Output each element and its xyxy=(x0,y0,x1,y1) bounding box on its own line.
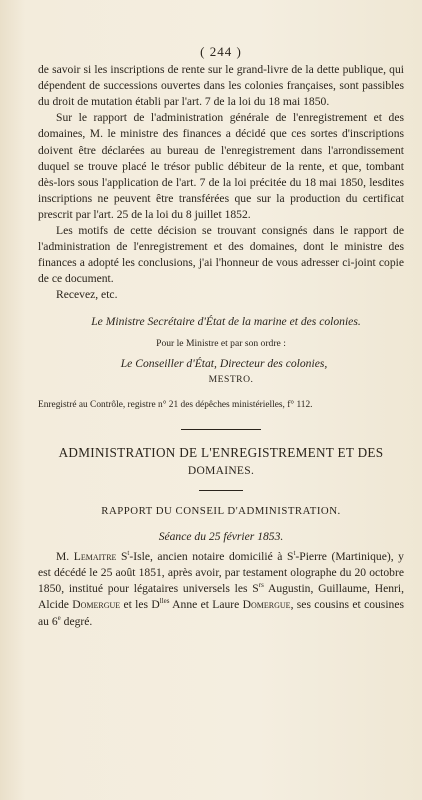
page-number: ( 244 ) xyxy=(200,44,242,59)
paragraph-1: de savoir si les inscriptions de rente sur le grand-livre de la dette publique, qui dépendent de successions ouvertes dans les colonies françaises, sont passibles du droit de mutation établi par l'art. 7 de la loi du 18 mai 1850. xyxy=(38,63,404,109)
paragraph-3: Les motifs de cette décision se trouvant consignés dans le rapport de l'administration de l'enregistrement et des domaines, dont le ministre des finances a adopté les conclusions, j'ai l'honneur de vous adresser ci-joint copie de ce document. xyxy=(38,224,404,286)
section-heading-line-2: DOMAINES. xyxy=(187,464,255,477)
registration-note: Enregistré au Contrôle, registre n° 21 des dépêches ministérielles, f° 112. xyxy=(38,399,313,410)
paragraph-2: Sur le rapport de l'administration générale de l'enregistrement et des domaines, M. le ministre des finances a décidé que ces sortes d'inscriptions doivent être déclarées au bureau de l'enregistrement dans l'arrondissement duquel se trouve placé le trésor public débiteur de la rente, et que, tombant dès-lors sous l'application de l'art. 7 de la loi précitée du 18 mai 1850, lesdites inscriptions ne peuvent être transférées que sur la production du certificat prescrit par l'art. 25 de la loi du 8 juillet 1852. xyxy=(38,111,404,221)
paragraph-4: Recevez, etc. xyxy=(56,288,118,302)
signature-name: MESTRO. xyxy=(208,373,254,385)
signature-by-order: Pour le Ministre et par son ordre : xyxy=(156,337,286,349)
signature-director: Le Conseiller d'État, Directeur des colonies, xyxy=(120,356,328,370)
report-title: RAPPORT DU CONSEIL D'ADMINISTRATION. xyxy=(101,504,341,517)
heading-divider xyxy=(199,490,243,491)
final-paragraph: M. Lemaitre $S^t$-Isle, ancien notaire domicilié à $S^t$-Pierre (Martinique), y est décédé le 25 août 1851, après avoir, par testament olographe du 20 octobre 1850, institué pour légataires universels les $S^{rs}$ Augustin, Guillaume, Henri, Alcide Domergue et les $D^{lles}$ Anne et Laure Domergue, ses cousins et cousines au 6e degré. xyxy=(38,549,404,628)
page-content xyxy=(38,44,404,630)
section-heading xyxy=(38,444,404,480)
signature-minister: Le Ministre Secrétaire d'État de la marine et des colonies. xyxy=(91,314,361,328)
section-heading-line-1: ADMINISTRATION DE L'ENREGISTREMENT ET DES xyxy=(58,444,384,460)
seance-date: Séance du 25 février 1853. xyxy=(158,530,284,544)
section-divider xyxy=(181,429,261,430)
